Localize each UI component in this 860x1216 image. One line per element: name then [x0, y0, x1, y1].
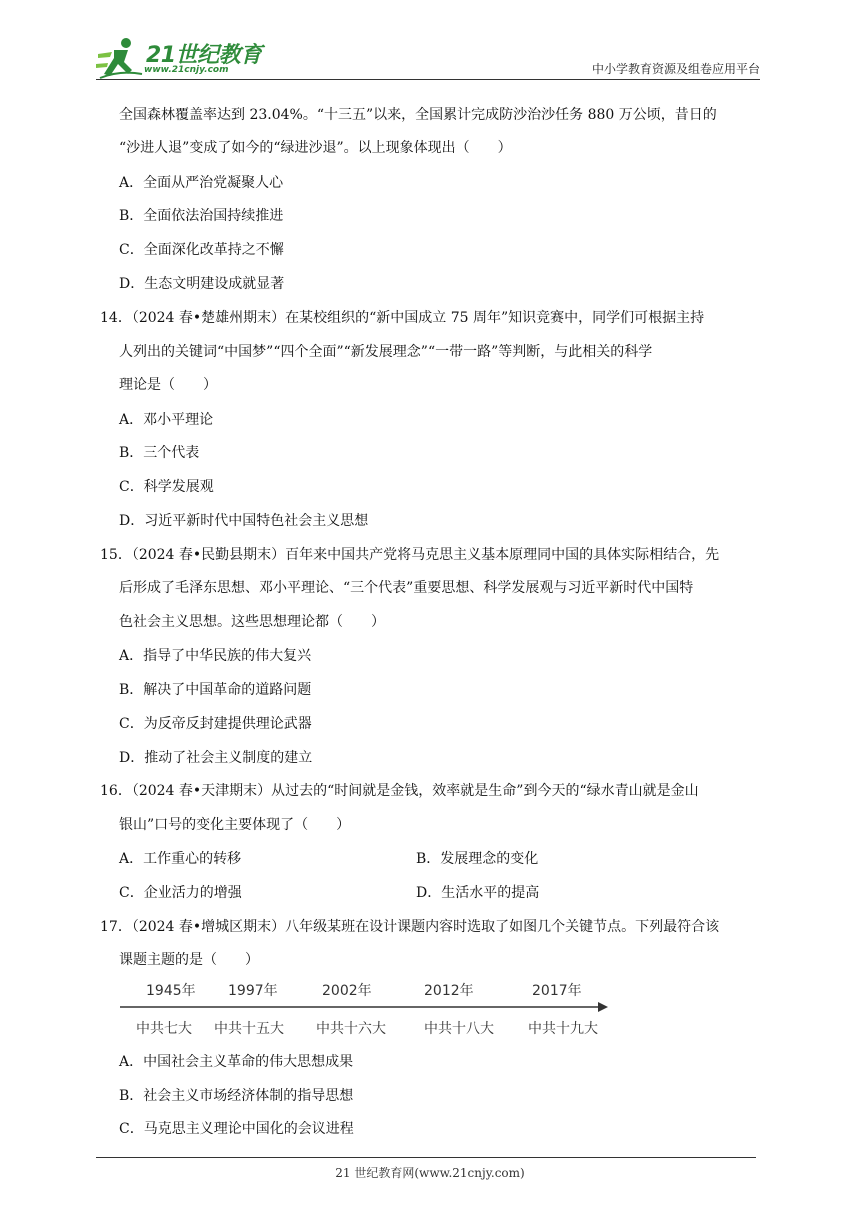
q17-stem-line-2: 课题主题的是（ ）	[119, 952, 259, 968]
q13-option-a: A．全面从严治党凝聚人心	[119, 175, 284, 191]
timeline-label: 中共十六大	[316, 1021, 386, 1037]
q14-option-c: C．科学发展观	[119, 479, 214, 495]
q17-option-b: B．社会主义市场经济体制的指导思想	[119, 1088, 354, 1104]
q15-stem-line-3: 色社会主义思想。这些思想理论都（ ）	[119, 614, 385, 630]
timeline-year: 2017年	[532, 983, 582, 999]
q14-stem-line-3: 理论是（ ）	[119, 377, 217, 393]
runner-logo-icon	[96, 36, 144, 80]
q16-option-a: A．工作重心的转移	[119, 851, 242, 867]
q15-option-d: D．推动了社会主义制度的建立	[119, 750, 313, 766]
timeline-year: 1945年	[146, 983, 196, 999]
q13-option-d: D．生态文明建设成就显著	[119, 276, 285, 292]
page-header	[96, 30, 760, 80]
header-divider	[96, 79, 760, 80]
timeline-year: 2012年	[424, 983, 474, 999]
q15-option-b: B．解决了中国革命的道路问题	[119, 682, 312, 698]
q14-option-a: A．邓小平理论	[119, 412, 214, 428]
q17-stem-line-1: 17．（2024 春•增城区期末）八年级某班在设计课题内容时选取了如图几个关键节点。下列最符合该	[100, 919, 720, 935]
timeline-label: 中共十九大	[528, 1021, 598, 1037]
q16-stem-line-2: 银山”口号的变化主要体现了（ ）	[119, 817, 351, 833]
q14-stem-line-1: 14．（2024 春•楚雄州期末）在某校组织的“新中国成立 75 周年”知识竞赛中，同学们可根据主持	[100, 310, 705, 326]
site-logo[interactable]	[96, 36, 266, 80]
logo-url: www.21cnjy.com	[144, 65, 229, 75]
q13-option-b: B．全面依法治国持续推进	[119, 208, 284, 224]
q16-option-b: B．发展理念的变化	[416, 851, 539, 867]
footer-divider	[96, 1157, 756, 1158]
q14-option-b: B．三个代表	[119, 445, 200, 461]
timeline-year: 1997年	[228, 983, 278, 999]
q13-stem-line-1: 全国森林覆盖率达到 23.04%。“十三五”以来，全国累计完成防沙治沙任务 880 万公顷，昔日的	[119, 107, 717, 123]
q16-stem-line-1: 16．（2024 春•天津期末）从过去的“时间就是金钱，效率就是生命”到今天的“绿水青山就是金山	[100, 783, 699, 799]
timeline-label: 中共十八大	[424, 1021, 494, 1037]
q13-option-c: C．全面深化改革持之不懈	[119, 242, 284, 258]
q13-stem-line-2: “沙进人退”变成了如今的“绿进沙退”。以上现象体现出（ ）	[119, 140, 512, 156]
q14-stem-line-2: 人列出的关键词“中国梦”“四个全面”“新发展理念”“一带一路”等判断，与此相关的科学	[119, 344, 653, 360]
timeline-label: 中共七大	[136, 1021, 192, 1037]
q15-option-a: A．指导了中华民族的伟大复兴	[119, 648, 312, 664]
q16-option-d: D．生活水平的提高	[416, 885, 540, 901]
q14-option-d: D．习近平新时代中国特色社会主义思想	[119, 513, 369, 529]
q17-option-c: C．马克思主义理论中国化的会议进程	[119, 1121, 354, 1137]
timeline-label: 中共十五大	[214, 1021, 284, 1037]
q15-stem-line-1: 15．（2024 春•民勤县期末）百年来中国共产党将马克思主义基本原理同中国的具体实际相结合，先	[100, 547, 720, 563]
q15-option-c: C．为反帝反封建提供理论武器	[119, 716, 312, 732]
q17-option-a: A．中国社会主义革命的伟大思想成果	[119, 1054, 354, 1070]
platform-tagline: 中小学教育资源及组卷应用平台	[591, 62, 760, 76]
logo-title: 21世纪教育	[146, 43, 262, 68]
q17-timeline-figure	[118, 978, 618, 1044]
q15-stem-line-2: 后形成了毛泽东思想、邓小平理论、“三个代表”重要思想、科学发展观与习近平新时代中国特	[119, 580, 694, 596]
q16-option-c: C．企业活力的增强	[119, 885, 242, 901]
footer-link[interactable]: 21 世纪教育网(www.21cnjy.com)	[335, 1166, 525, 1180]
timeline-year: 2002年	[322, 983, 372, 999]
